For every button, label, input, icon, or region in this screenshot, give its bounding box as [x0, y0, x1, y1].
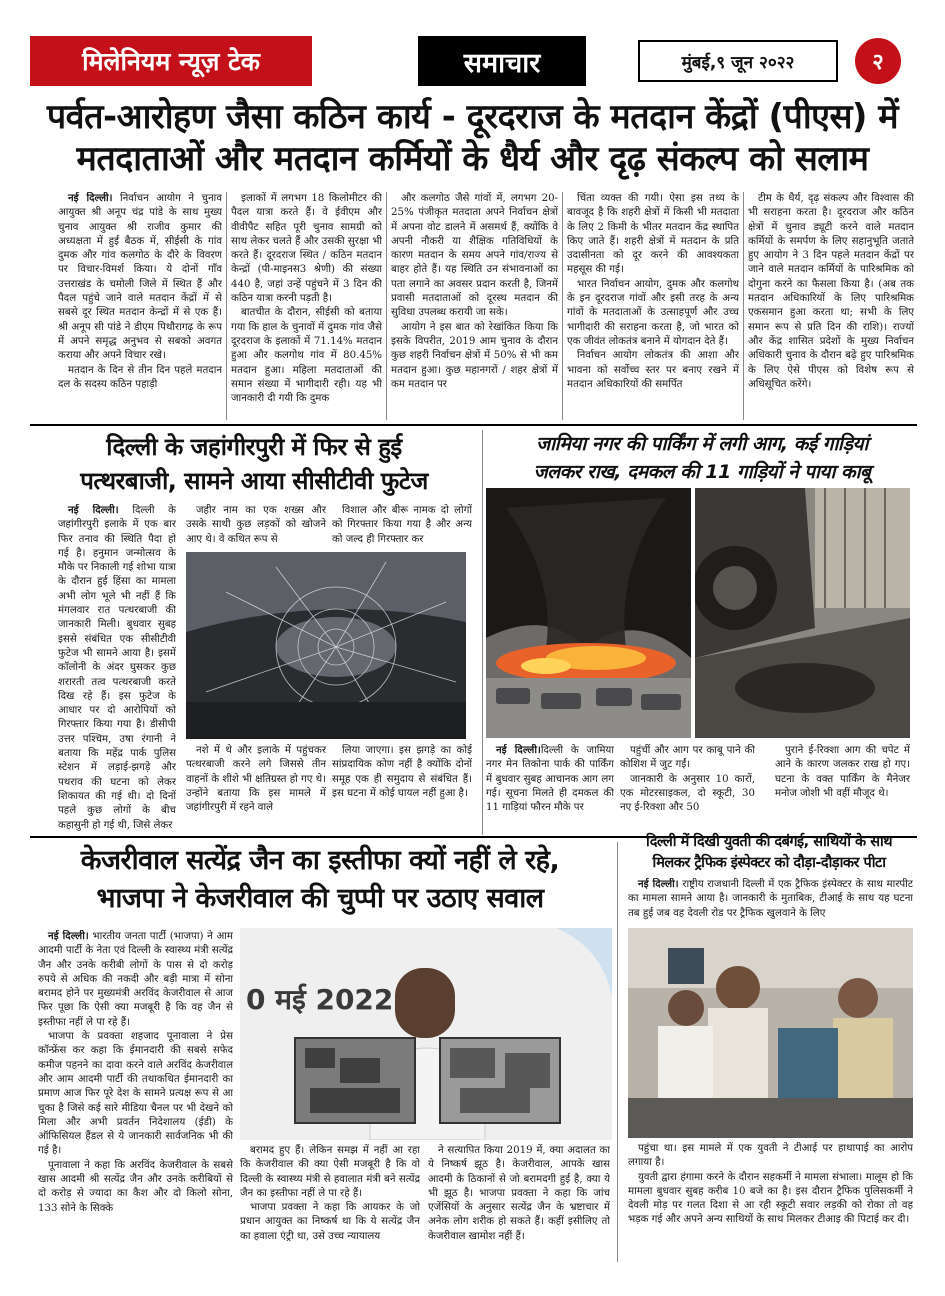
lead-headline	[20, 96, 925, 180]
article-text: पहुंचा था। इस मामले में एक युवती ने टीआई पर हाथापाई का आरोप लगाया है।	[628, 1143, 913, 1169]
traffic-intro	[628, 878, 913, 924]
dateline: नई दिल्ली।	[638, 879, 679, 890]
kejriwal-headline	[30, 842, 610, 918]
lead-headline-line2: मतदाताओं और मतदान कर्मियों के धैर्य और दृढ़ संकल्प को सलाम	[76, 139, 869, 179]
photo-banner-text: 0 मई 2022	[246, 983, 394, 1016]
article-text: पुराने ई-रिक्शा आग की चपेट में आने के कारण जलकर राख हो गए। घटना के वक्त पार्किंग के मैनेजर मनोज जोशी भी वहीं मौजूद थे।	[775, 745, 910, 799]
burnt-car-photo	[695, 488, 910, 738]
headline-line: जलकर राख, दमकल की 11 गाड़ियों ने पाया काबू	[533, 461, 871, 483]
article-text: दिल्ली के जहांगीरपुरी इलाके में एक बार फिर तनाव की स्थिति पैदा हो गई है। हनुमान जन्मोत्सव के मौके पर निकाली गई शोभा यात्रा के दौरान हुई हिंसा का मामला अभी लोग भूले भी नहीं हैं कि मंगलवार रात पत्थरबाजी की जानकारी मिली। बुधवार सुबह इससे संबंधित एक सीसीटीवी फुटेज भी सामने आया है। इसमें कॉलोनी के अंदर घुसकर कुछ शरारती तत्व पत्थरबाजी करते दिख रहे हैं। इस फुटेज के आधार पर दो आरोपियों को गिरफ्तार किया गया है। डीसीपी उत्तर पश्चिम, उषा रंगानी ने बताया कि महेंद्र पार्क पुलिस स्टेशन में लड़ाई-झगड़े और पथराव की घटना को लेकर शिकायत की गई थी। दो दिनों पहले कुछ लोगों के बीच कहासुनी हो गई थी, जिसे लेकर	[58, 505, 176, 831]
headline-line: केजरीवाल सत्येंद्र जैन का इस्तीफा क्यों नहीं ले रहे,	[80, 845, 560, 876]
kejriwal-column-2	[240, 1144, 420, 1260]
kejriwal-column-3	[428, 1144, 610, 1260]
section-rule	[30, 424, 917, 426]
lead-column-1	[58, 192, 222, 420]
article-text: राष्ट्रीय राजधानी दिल्ली में एक ट्रैफिक इंस्पेक्टर के साथ मारपीट का मामला सामने आया है। जानकारी के मुताबिक, टीआई के साथ यह घटना तब हुई जब वह देवली रोड पर ट्रैफिक खुलवाने के लिए	[628, 879, 913, 919]
column-divider	[226, 192, 227, 420]
lead-column-5	[748, 192, 914, 420]
column-divider	[386, 192, 387, 420]
press-conference-photo	[240, 928, 612, 1140]
headline-line: मिलकर ट्रैफिक इंस्पेक्टर को दौड़ा-दौड़ाकर पीटा	[652, 855, 886, 871]
jahangirpuri-column-3-top	[332, 504, 472, 548]
article-text: दिल्ली के जामिया नगर मेन तिकोना पार्क की पार्किंग में बुधवार सुबह आचानक आग लग गई। सूचना मिलते ही दमकल की 11 गाड़ियां फौरन मौके पर	[486, 745, 614, 814]
article-text: निर्वाचन आयोग ने चुनाव आयुक्त श्री अनूप चंद्र पांडे के साथ मुख्य चुनाव आयुक्त श्री राजीव कुमार की अध्यक्षता में हुई बैठक में, सीईसी के गांव दुमक और गांव कलगोठ के दौरे के विवरण पर विचार-विमर्श किया। ये दोनों गाँव उत्तराखंड के चमोली जिले में स्थित हैं और पैदल पहुंचे जाने वाले मतदान केंद्रों में से सबसे दूर स्थित मतदान केन्द्रों में से एक हैं। श्री अनूप सी पांडे ने डीएम पिथौरागढ़ के रूप में अपने समृद्ध अनुभव से सबको अवगत कराया और अपने विचार रखे।	[58, 193, 222, 362]
kejriwal-column-1	[38, 930, 233, 1260]
jahangirpuri-column-1	[58, 504, 176, 834]
article-text: भाजपा के प्रवक्ता शहजाद पूनावाला ने प्रेस कॉन्फ्रेंस कर कहा कि ईमानदारी की सबसे सफेद कमीज पहनने का दावा करने वाले अरविंद केजरीवाल और आम आदमी पार्टी की तथाकथित ईमानदारी का प्रमाण आज फिर पूरे देश के सामने प्रत्यक्ष रूप से आ चुका है जिसे कई सारे मीडिया चैनल पर भी देखने को मिला और अभी प्रवर्तन निदेशालय (ईडी) के ऑफिसियल हैंडल से ये जानकारी सार्वजनिक भी की गई है।	[38, 1031, 233, 1157]
jamia-column-3	[775, 744, 910, 834]
article-text: भारत निर्वाचन आयोग, दुमक और कलगोथ के इन दूरदराज गांवों और इसी तरह के अन्य गांवों के मतदाताओं के उत्साहपूर्ण और उच्च भागीदारी की सराहना करता है, जो भारत को एक जीवंत लोकतंत्र बनाने में योगदान देते हैं।	[567, 278, 739, 347]
article-text: इलाकों में लगभग 18 किलोमीटर की पैदल यात्रा करते हैं। वे ईवीएम और वीवीपैट सहित पूरी चुनाव सामग्री को साथ लेकर चलते हैं और उसकी सुरक्षा भी करते हैं। दूरदराज स्थित / कठिन मतदान केन्द्रों (पी-माइनस3 श्रेणी) की संख्या 440 है, जहां उन्हें पहुंचने में 3 दिन की कठिन यात्रा करनी पड़ती है।	[231, 193, 382, 305]
column-divider	[743, 192, 744, 420]
article-text: भाजपा प्रवक्ता ने कहा कि आयकर के जो प्रधान आयुक्त का निष्कर्ष था कि ये सत्येंद्र जैन का हवाला एंट्री था, उसे उच्च न्यायालय	[240, 1202, 420, 1242]
jamia-column-2	[620, 744, 755, 834]
column-divider	[562, 192, 563, 420]
dateline: नई दिल्ली।	[68, 505, 119, 516]
article-text: बातचीत के दौरान, सीईसी को बताया गया कि हाल के चुनावों में दुमक गांव जैसे दूरदराज के इलाकों में 71.14% मतदान हुआ और कलगोथ गांव में 80.45% मतदान हुआ। महिला मतदाताओं की समान संख्या में भागीदारी रही। यह भी जानकारी दी गयी कि दुमक	[231, 307, 382, 405]
lead-column-2	[231, 192, 382, 420]
lead-column-3	[391, 192, 558, 420]
traffic-body	[628, 1142, 913, 1262]
smashed-windshield-photo	[186, 552, 466, 739]
jahangirpuri-column-2-bottom	[186, 744, 326, 834]
article-text: और कलगोठ जैसे गांवों में, लगभग 20-25% पंजीकृत मतदाता अपने निर्वाचन क्षेत्रों में अपना वोट डालने में असमर्थ हैं, क्योंकि वे अपनी नौकरी या शैक्षिक गतिविधियों के कारण मतदान के समय अपने गांव/राज्य से बाहर होते हैं। यह स्थिति उन संभावनाओं का पता लगाने का अवसर प्रदान करती है, जिनमें प्रवासी मतदाताओं को दूरस्थ मतदान की सुविधा उपलब्ध करायी जा सके।	[391, 193, 558, 319]
jamia-headline	[486, 430, 918, 486]
article-text: पहुंचीं और आग पर काबू पाने की कोशिश में जुट गईं।	[620, 745, 755, 771]
section-label: समाचार	[418, 36, 586, 86]
lead-headline-line1: पर्वत-आरोहण जैसा कठिन कार्य - दूरदराज के मतदान केंद्रों (पीएस) में	[46, 97, 899, 137]
dateline: नई दिल्ली।	[68, 193, 113, 204]
article-text: आयोग ने इस बात को रेखांकित किया कि इसके विपरीत, 2019 आम चुनाव के दौरान कुछ शहरी निर्वाचन क्षेत्रों में 50% से भी कम मतदान हुआ। कुछ महानगरों / शहर क्षेत्रों में कम मतदान पर	[391, 321, 558, 390]
traffic-headline	[620, 832, 918, 874]
masthead	[30, 36, 917, 86]
jamia-column-1	[486, 744, 614, 834]
article-text: विशाल और बीरू नामक दो लोगों को गिरफ्तार किया गया है और अन्य को जल्द ही गिरफ्तार कर	[332, 505, 472, 545]
headline-line: पत्थरबाजी, सामने आया सीसीटीवी फुटेज	[80, 467, 428, 495]
article-text: जहीर नाम का एक शख्स और उसके साथी कुछ लड़कों को खोजने आए थे। वे कथित रूप से	[186, 505, 326, 545]
column-divider	[617, 842, 618, 1262]
article-text: बरामद हुए हैं। लेकिन समझ में नहीं आ रहा कि केजरीवाल की क्या ऐसी मजबूरी है कि वो दिल्ली के स्वास्थ्य मंत्री से हवालात मंत्री बने सत्येंद्र जैन का इस्तीफा नहीं ले पा रहे हैं।	[240, 1145, 420, 1199]
headline-line: दिल्ली के जहांगीरपुरी में फिर से हुई	[106, 433, 402, 461]
jahangirpuri-headline	[30, 430, 478, 498]
article-text: चिंता व्यक्त की गयी। ऐसा इस तथ्य के बावजूद है कि शहरी क्षेत्रों में किसी भी मतदाता के लिए 2 किमी के भीतर मतदान केंद्र स्थापित किए जाते हैं। शहरी क्षेत्रों में मतदान के प्रति उदासीनता को दूर करने की आवश्यकता महसूस की गई।	[567, 193, 739, 276]
article-text: जानकारी के अनुसार 10 कारों, एक मोटरसाइकल, दो स्कूटी, 30 नए ई-रिक्शा और 50	[620, 773, 755, 814]
dateline: नई दिल्ली।	[496, 745, 541, 756]
parking-fire-photo	[486, 488, 691, 738]
article-text: ने सत्यापित किया 2019 में, क्या अदालत का ये निष्कर्ष झूठ है। केजरीवाल, आपके खास आदमी के ठिकानों से जो बरामदगी हुई है, क्या ये भी झूठ है। भाजपा प्रवक्ता ने कहा कि जांच एजेंसियों के अनुसार सत्येंद्र जैन के भ्रष्टाचार में अनेक लोग शरीक हो सकते हैं। कहीं इसीलिए तो केजरीवाल खामोश नहीं हैं।	[428, 1145, 610, 1242]
headline-line: दिल्ली में दिखी युवती की दबंगई, साथियों के साथ	[645, 834, 893, 850]
paper-name: मिलेनियम न्यूज़ टेक	[30, 36, 312, 86]
article-text: लिया जाएगा। इस झगड़े का कोई सांप्रदायिक कोण नहीं है क्योंकि दोनों समूह एक ही समुदाय से संबंधित हैं। इस घटना में कोई घायल नहीं हुआ है।	[332, 745, 472, 799]
article-text: टीम के धैर्य, दृढ़ संकल्प और विश्वास की भी सराहना करता है। दूरदराज और कठिन क्षेत्रों में चुनाव ड्यूटी करने वाले मतदान कर्मियों के समर्पण के लिए सहानुभूति जताते हुए आयोग ने 3 दिन पहले मतदान केंद्रों पर जाने वाले मतदान कर्मियों के पारिश्रमिक को दोगुना करने का फैसला किया है। (अब तक मतदान अधिकारियों के लिए पारिश्रमिक एकसमान हुआ करता था; सभी के लिए समान रूप से प्रति दिन की राशि)। राज्यों और केंद्र शासित प्रदेशों के मुख्य निर्वाचन अधिकारी चुनाव के दौरान बढ़े हुए पारिश्रमिक के लिए ऐसे पीएस को विशेष रूप से अधिसूचित करेंगे।	[748, 193, 914, 390]
article-text: पूनावाला ने कहा कि अरविंद केजरीवाल के सबसे खास आदमी श्री सत्येंद्र जैन और उनके करीबियों से दो करोड़ से ज्यादा का कैश और दो किलो सोना, 133 सोने के सिक्के	[38, 1159, 233, 1214]
column-divider	[482, 430, 483, 835]
article-text: निर्वाचन आयोग लोकतंत्र की आशा और भावना को सर्वोच्च स्तर पर बनाए रखने में मतदान अधिकारियों की समर्पित	[567, 350, 739, 390]
article-text: भारतीय जनता पार्टी (भाजपा) ने आम आदमी पार्टी के नेता एवं दिल्ली के स्वास्थ्य मंत्री सत्येंद्र जैन और उनके करीबी लोगों के पास से दो करोड़ रुपये से अधिक की नकदी और बड़ी मात्रा में सोना बरामद होने पर मुख्यमंत्री अरविंद केजरीवाल से आज फिर पूछा कि ऐसी क्या मजबूरी है कि वह जैन से इस्तीफा नहीं ले पा रहे हैं।	[38, 931, 233, 1028]
article-text: नशे में थे और इलाके में पहुंचकर पत्थरबाजी करने लगे जिससे तीन वाहनों के शीशे भी क्षतिग्रस्त हो गए थे। उन्होंने बताया कि इस मामले में जहांगीरपुरी में रहने वाले	[186, 745, 326, 814]
headline-line: जामिया नगर की पार्किंग में लगी आग, कई गाड़ियां	[536, 433, 868, 455]
lead-column-4	[567, 192, 739, 420]
article-text: मतदान के दिन से तीन दिन पहले मतदान दल के सदस्य कठिन पहाड़ी	[58, 364, 222, 390]
jahangirpuri-column-3-bottom	[332, 744, 472, 834]
dateline: नई दिल्ली।	[48, 931, 89, 942]
issue-date: मुंबई,९ जून २०२२	[638, 40, 838, 82]
jahangirpuri-column-2-top	[186, 504, 326, 548]
page-number: २	[855, 38, 901, 84]
article-text: युवती द्वारा हंगामा करने के दौरान सहकर्मी ने मामला संभाला। मालूम हो कि मामला बुधवार सुबह करीब 10 बजे का है। इस दौरान ट्रैफिक पुलिसकर्मी ने देवली मोड़ पर गलत दिशा से आ रही स्कूटी सवार लड़की को रोका तो वह भड़क गई और अपने अन्य साथियों के साथ मिलकर टीआइ की पिटाई कर दी।	[628, 1171, 913, 1226]
headline-line: भाजपा ने केजरीवाल की चुप्पी पर उठाए सवाल	[96, 883, 544, 914]
scuffle-photo	[628, 928, 913, 1138]
